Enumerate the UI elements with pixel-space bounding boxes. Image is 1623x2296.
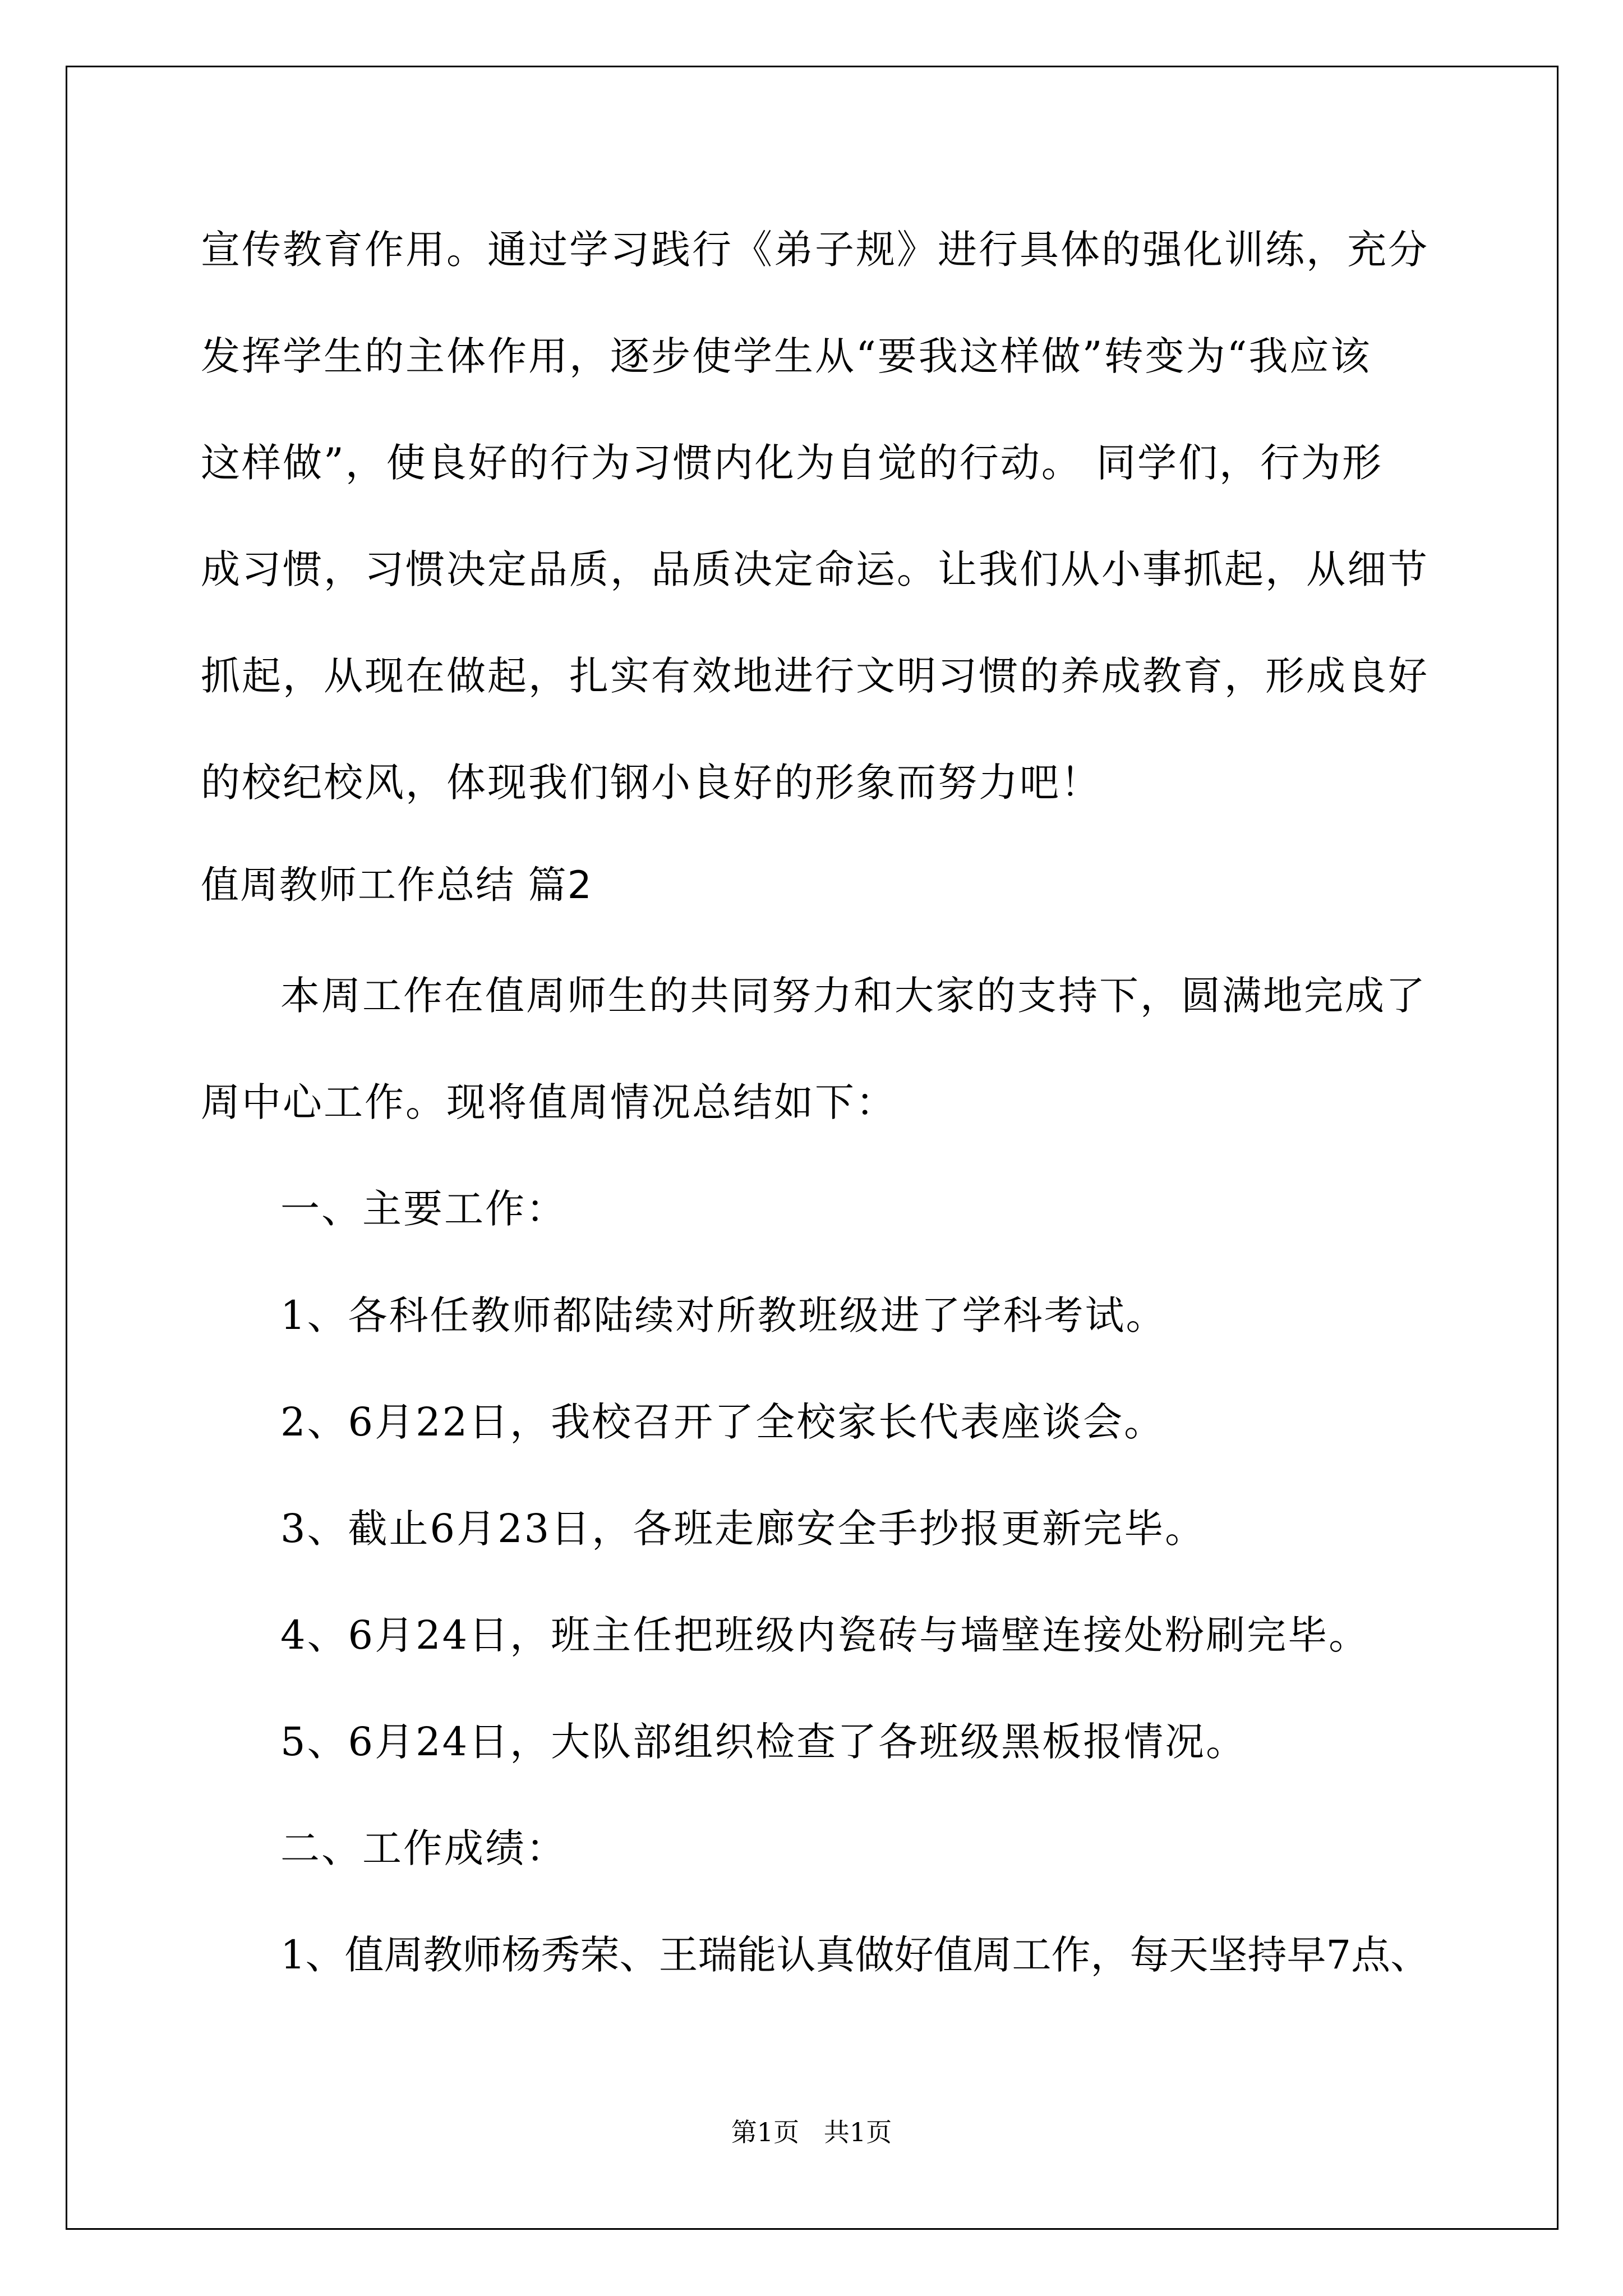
list-item-2: 2、6月22日，我校召开了全校家长代表座谈会。: [280, 1399, 1165, 1445]
page-footer: 第1页 共1页: [731, 2117, 892, 2147]
body-line-2: 发挥学生的主体作用，逐步使学生从“要我这样做”转变为“我应该: [201, 333, 1372, 379]
body-line-3: 这样做”，使良好的行为习惯内化为自觉的行动。 同学们，行为形: [201, 440, 1384, 486]
list-item-4: 4、6月24日，班主任把班级内瓷砖与墙壁连接处粉刷完毕。: [280, 1612, 1370, 1658]
subheading-achievements: 二、工作成绩：: [280, 1825, 567, 1871]
list-item-5: 5、6月24日，大队部组织检查了各班级黑板报情况。: [280, 1719, 1247, 1765]
body-line-6: 的校纪校风，体现我们钢小良好的形象而努力吧！: [201, 760, 1101, 806]
paragraph-intro-line-1: 本周工作在值周师生的共同努力和大家的支持下，圆满地完成了: [280, 973, 1427, 1019]
list-item-3: 3、截止6月23日，各班走廊安全手抄报更新完毕。: [280, 1506, 1206, 1552]
section-heading: 值周教师工作总结 篇2: [201, 863, 593, 908]
page-border: [66, 66, 1559, 2230]
body-line-4: 成习惯，习惯决定品质，品质决定命运。让我们从小事抓起，从细节: [201, 546, 1429, 592]
subheading-main-work: 一、主要工作：: [280, 1186, 567, 1232]
body-line-5: 抓起，从现在做起，扎实有效地进行文明习惯的养成教育，形成良好: [201, 653, 1429, 699]
body-line-1: 宣传教育作用。通过学习践行《弟子规》进行具体的强化训练，充分: [201, 227, 1429, 273]
list-item-1: 1、各科任教师都陆续对所教班级进了学科考试。: [280, 1292, 1167, 1338]
paragraph-intro-line-2: 周中心工作。现将值周情况总结如下：: [201, 1079, 897, 1125]
achievement-item-1: 1、值周教师杨秀荣、王瑞能认真做好值周工作，每天坚持早7点、: [280, 1932, 1430, 1978]
